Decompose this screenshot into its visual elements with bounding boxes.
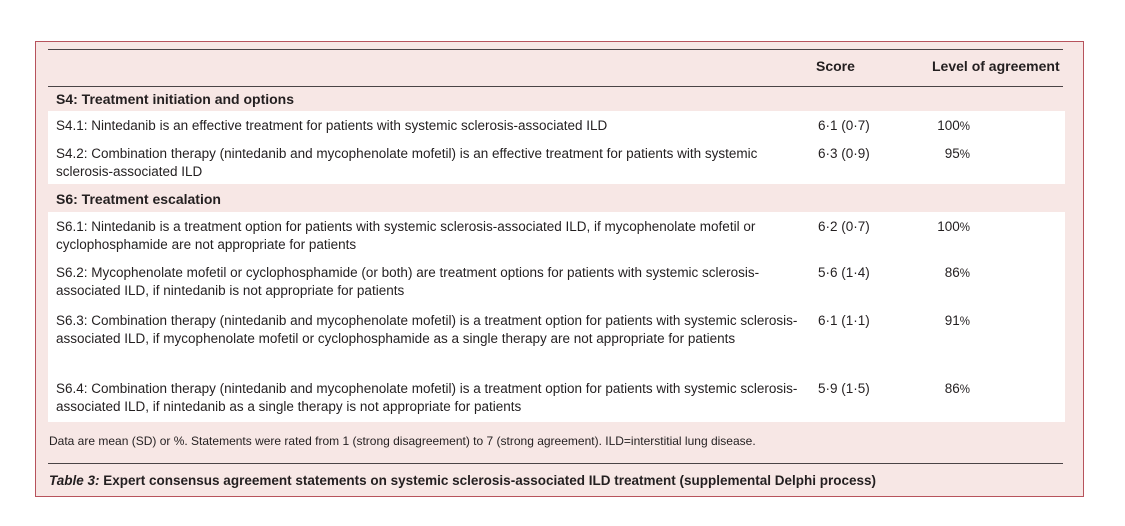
score-s6-1: 6·2 (0·7) — [818, 219, 870, 234]
agreement-s4-1: 100% — [937, 118, 970, 133]
agreement-s6-3: 91% — [944, 313, 970, 328]
table-row — [48, 306, 1065, 374]
score-s4-1: 6·1 (0·7) — [818, 118, 870, 133]
score-s6-4: 5·9 (1·5) — [818, 381, 870, 396]
caption-text: Expert consensus agreement statements on systemic sclerosis-associated ILD treatment (supplemental Delphi process) — [99, 473, 877, 488]
agreement-s4-2: 95% — [944, 146, 970, 161]
agreement-s6-1: 100% — [937, 219, 970, 234]
agreement-s6-2: 86% — [944, 265, 970, 280]
table-panel — [35, 41, 1084, 497]
agreement-s6-4: 86% — [944, 381, 970, 396]
statement-s6-1: S6.1: Nintedanib is a treatment option for patients with systemic sclerosis-associated ILD, if mycophenolate mofetil or cyclophosphamide are not appropriate for patients — [56, 219, 756, 252]
table-footnote: Data are mean (SD) or %. Statements were rated from 1 (strong disagreement) to 7 (strong agreement). ILD=interstitial lung disease. — [49, 434, 756, 448]
table-row — [48, 111, 1065, 139]
header-top-rule — [48, 49, 1063, 50]
score-s6-2: 5·6 (1·4) — [818, 265, 870, 280]
statement-s6-2: S6.2: Mycophenolate mofetil or cyclophosphamide (or both) are treatment options for patients with systemic sclerosis-associated ILD, if nintedanib is not appropriate for patients — [56, 265, 760, 298]
section-title-s4: S4: Treatment initiation and options — [56, 91, 295, 107]
statement-s4-1: S4.1: Nintedanib is an effective treatment for patients with systemic sclerosis-associated ILD — [56, 118, 608, 133]
header-bottom-rule — [48, 86, 1063, 87]
section-title-s6: S6: Treatment escalation — [56, 191, 221, 207]
table-row — [48, 258, 1065, 306]
table-caption — [49, 473, 876, 488]
score-s4-2: 6·3 (0·9) — [818, 146, 870, 161]
column-header-agreement: Level of agreement — [932, 58, 1060, 74]
table-row — [48, 212, 1065, 258]
statement-s6-4: S6.4: Combination therapy (nintedanib and mycophenolate mofetil) is a treatment option for patients with systemic sclerosis-associated ILD, if nintedanib as a single therapy is not appropriate for patients — [56, 381, 798, 414]
table-row — [48, 374, 1065, 422]
score-s6-3: 6·1 (1·1) — [818, 313, 870, 328]
statement-s4-2: S4.2: Combination therapy (nintedanib and mycophenolate mofetil) is an effective treatment for patients with systemic sclerosis-associated ILD — [56, 146, 758, 179]
column-header-score: Score — [816, 58, 855, 74]
caption-label: Table 3: — [49, 473, 100, 488]
caption-rule — [48, 463, 1063, 464]
statement-s6-3: S6.3: Combination therapy (nintedanib and mycophenolate mofetil) is a treatment option for patients with systemic sclerosis-associated ILD, if mycophenolate mofetil or cyclophosphamide as a single therapy are not appropriate for patients — [56, 313, 798, 346]
table-row — [48, 139, 1065, 184]
